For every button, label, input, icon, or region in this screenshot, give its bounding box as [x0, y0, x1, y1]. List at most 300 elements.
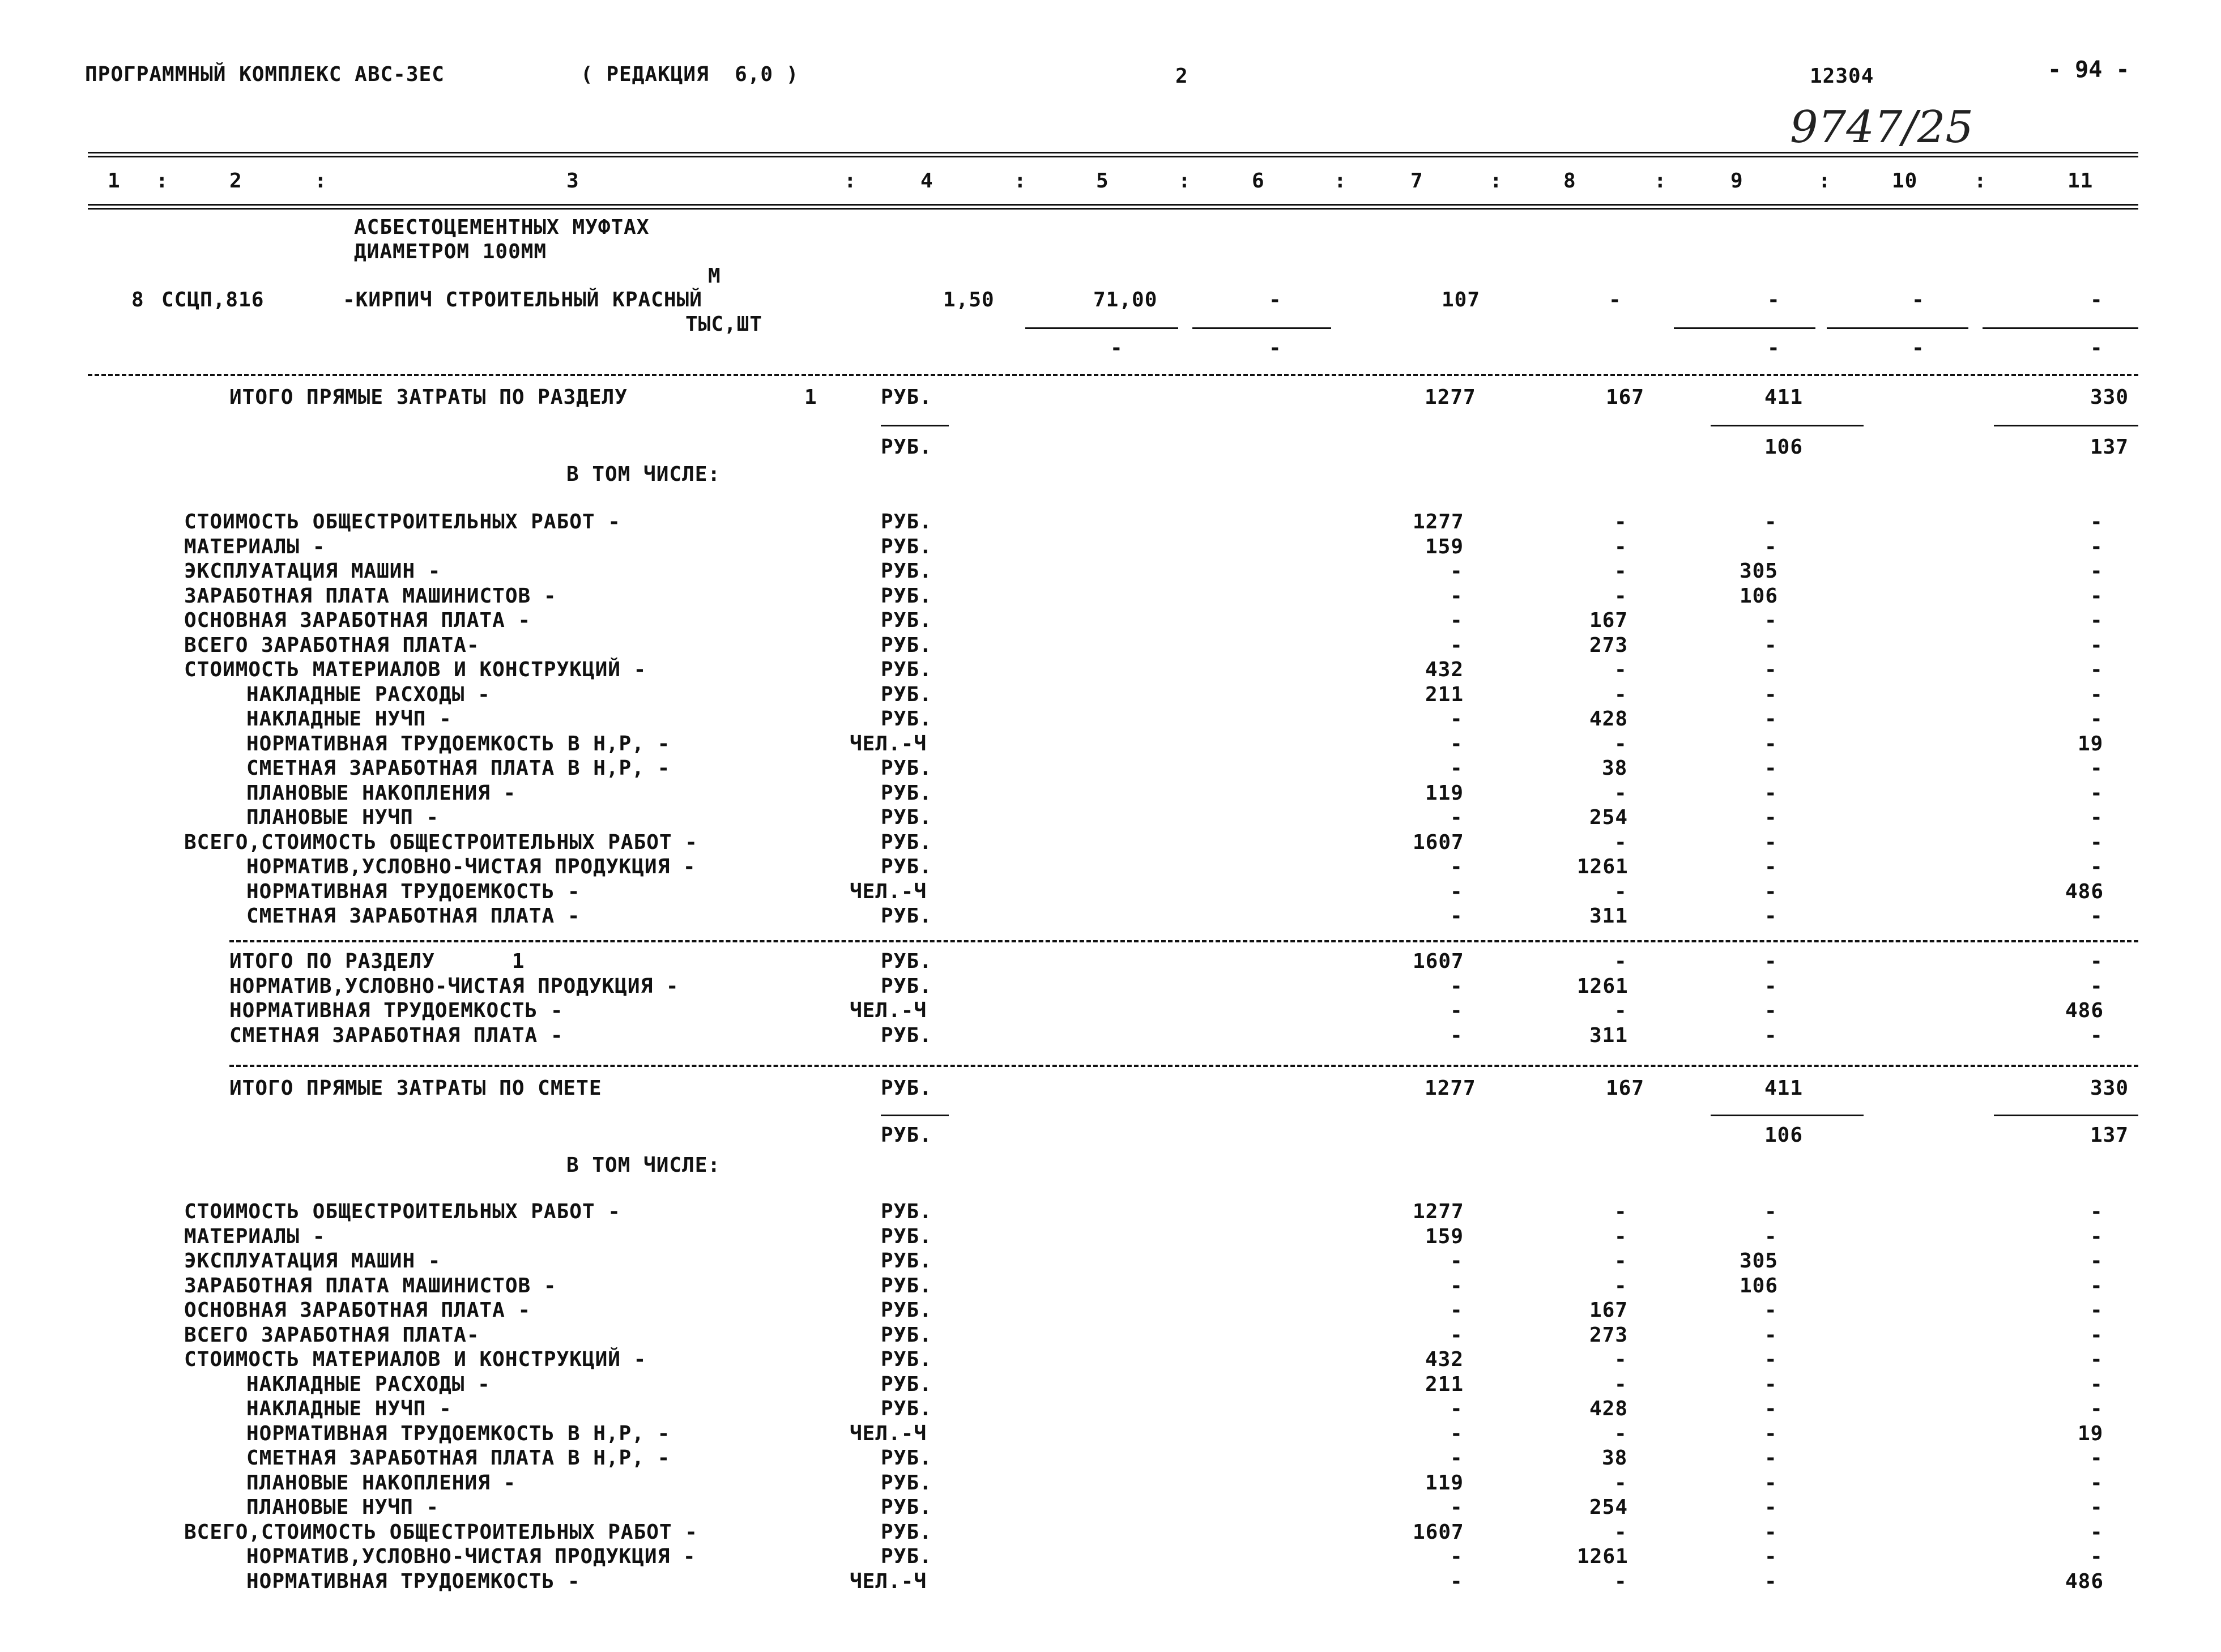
row-label: НАКЛАДНЫЕ РАСХОДЫ - — [246, 1372, 491, 1396]
row-value-7: 1607 — [1413, 1520, 1464, 1544]
row-value-8: - — [1614, 535, 1627, 558]
row-unit: РУБ. — [881, 707, 932, 731]
row-value-8: 1261 — [1577, 855, 1629, 878]
row-value-9: 305 — [1740, 1249, 1779, 1273]
row-value-9: - — [1764, 732, 1777, 755]
row-value-9: - — [1764, 1224, 1777, 1248]
row-value-9: - — [1764, 682, 1777, 706]
row-value-11: - — [2090, 1274, 2103, 1297]
item-sub-col6: - — [1269, 336, 1282, 360]
row-value-8: 38 — [1602, 757, 1628, 780]
row-value-8: - — [1614, 830, 1627, 854]
section1-number: 1 — [804, 386, 817, 409]
row-value-9: - — [1764, 855, 1777, 878]
row-value-7: - — [1450, 1023, 1463, 1047]
row-value-11: - — [2090, 1348, 2103, 1371]
row-label: НАКЛАДНЫЕ РАСХОДЫ - — [246, 682, 491, 706]
section1-including: В ТОМ ЧИСЛЕ: — [566, 463, 721, 486]
item-code: ССЦП,816 — [161, 288, 265, 311]
row-value-9: - — [1764, 633, 1777, 657]
row-value-11: 486 — [2065, 999, 2104, 1022]
row-unit: РУБ. — [881, 560, 932, 583]
item-col7: 107 — [1442, 288, 1481, 311]
row-unit: РУБ. — [881, 1224, 932, 1248]
row-value-9: - — [1764, 999, 1777, 1022]
column-header-11: 11 — [2067, 169, 2094, 193]
item-name: -КИРПИЧ СТРОИТЕЛЬНЫЙ КРАСНЫЙ — [343, 288, 702, 311]
section1-col11b: 137 — [2090, 436, 2129, 459]
row-value-8: - — [1614, 1471, 1627, 1495]
estimate-col8: 167 — [1606, 1077, 1645, 1100]
row-value-7: - — [1450, 904, 1463, 928]
row-unit: РУБ. — [881, 1520, 932, 1544]
section1-unit: РУБ. — [881, 386, 932, 409]
row-label: ВСЕГО,СТОИМОСТЬ ОБЩЕСТРОИТЕЛЬНЫХ РАБОТ - — [184, 1520, 698, 1544]
row-value-9: - — [1764, 904, 1777, 928]
underline-col9 — [1674, 327, 1815, 329]
row-label: ПЛАНОВЫЕ НАКОПЛЕНИЯ - — [246, 1471, 517, 1495]
row-value-9: - — [1764, 1520, 1777, 1544]
row-value-8: - — [1614, 1274, 1627, 1297]
row-unit: РУБ. — [881, 1372, 932, 1396]
item-sub-col9: - — [1767, 336, 1780, 360]
row-label: ВСЕГО ЗАРАБОТНАЯ ПЛАТА- — [184, 1323, 480, 1347]
row-label: СТОИМОСТЬ МАТЕРИАЛОВ И КОНСТРУКЦИЙ - — [184, 658, 647, 681]
row-value-11: - — [2090, 1023, 2103, 1047]
row-value-8: 273 — [1589, 633, 1629, 657]
row-value-7: - — [1450, 1323, 1463, 1347]
row-value-8: - — [1614, 732, 1627, 755]
page-number: - 94 - — [2048, 57, 2130, 83]
row-value-9: - — [1764, 781, 1777, 805]
row-unit: РУБ. — [881, 633, 932, 657]
row-value-11: 486 — [2065, 880, 2104, 903]
row-value-8: 273 — [1589, 1323, 1629, 1347]
underline-col11 — [1983, 327, 2138, 329]
underline-col10 — [1827, 327, 1968, 329]
row-label: НОРМАТИВНАЯ ТРУДОЕМКОСТЬ В Н,Р, - — [246, 1422, 671, 1445]
section1-col7: 1277 — [1425, 386, 1476, 409]
row-value-7: 159 — [1425, 535, 1464, 558]
row-value-11: - — [2090, 781, 2103, 805]
row-label: НОРМАТИВ,УСЛОВНО-ЧИСТАЯ ПРОДУКЦИЯ - — [229, 974, 679, 998]
row-unit: ЧЕЛ.-Ч — [850, 1569, 927, 1593]
row-label: НОРМАТИВ,УСЛОВНО-ЧИСТАЯ ПРОДУКЦИЯ - — [246, 855, 696, 878]
row-value-9: - — [1764, 1372, 1777, 1396]
row-label: НОРМАТИВНАЯ ТРУДОЕМКОСТЬ В Н,Р, - — [246, 732, 671, 755]
row-value-7: 432 — [1425, 658, 1464, 681]
item-sub-col10: - — [1912, 336, 1925, 360]
row-value-9: - — [1764, 510, 1777, 533]
row-label: НАКЛАДНЫЕ НУЧП - — [246, 707, 452, 731]
row-value-11: - — [2090, 658, 2103, 681]
column-header-10: 10 — [1892, 169, 1918, 193]
row-value-7: 119 — [1425, 1471, 1464, 1495]
section1-col9-underline — [1711, 425, 1864, 426]
row-value-9: - — [1764, 609, 1777, 632]
column-separator: : — [1654, 169, 1667, 193]
row-label: СМЕТНАЯ ЗАРАБОТНАЯ ПЛАТА В Н,Р, - — [246, 757, 671, 780]
row-value-8: - — [1614, 560, 1627, 583]
row-value-8: - — [1614, 1200, 1627, 1223]
row-value-9: - — [1764, 1397, 1777, 1420]
row-label: СМЕТНАЯ ЗАРАБОТНАЯ ПЛАТА - — [246, 904, 581, 928]
row-value-11: - — [2090, 682, 2103, 706]
column-separator: : — [1178, 169, 1191, 193]
row-value-7: 1277 — [1413, 1200, 1464, 1223]
row-value-11: - — [2090, 1372, 2103, 1396]
row-label: ЭКСПЛУАТАЦИЯ МАШИН - — [184, 560, 441, 583]
column-header-8: 8 — [1563, 169, 1576, 193]
row-value-8: - — [1614, 1348, 1627, 1371]
row-value-7: - — [1450, 732, 1463, 755]
row-value-7: - — [1450, 974, 1463, 998]
row-value-9: - — [1764, 1545, 1777, 1568]
row-unit: РУБ. — [881, 682, 932, 706]
row-value-7: 211 — [1425, 682, 1464, 706]
column-header-1: 1 — [108, 169, 121, 193]
estimate-unit2: РУБ. — [881, 1124, 932, 1147]
row-value-7: - — [1450, 584, 1463, 608]
row-value-7: - — [1450, 1299, 1463, 1322]
row-unit: РУБ. — [881, 609, 932, 632]
section1-col9: 411 — [1764, 386, 1804, 409]
row-value-8: - — [1614, 1569, 1627, 1593]
row-unit: РУБ. — [881, 658, 932, 681]
row-value-7: 119 — [1425, 781, 1464, 805]
row-value-9: - — [1764, 707, 1777, 731]
row-value-8: - — [1614, 999, 1627, 1022]
header-rule-top — [88, 152, 2138, 153]
row-value-11: - — [2090, 855, 2103, 878]
row-value-8: 1261 — [1577, 1545, 1629, 1568]
item-col11: - — [2090, 288, 2103, 311]
underline-col5 — [1025, 327, 1178, 329]
row-value-9: - — [1764, 806, 1777, 829]
row-value-8: - — [1614, 584, 1627, 608]
row-value-8: 167 — [1589, 609, 1629, 632]
row-value-9: - — [1764, 880, 1777, 903]
row-label: НОРМАТИВНАЯ ТРУДОЕМКОСТЬ - — [246, 880, 581, 903]
row-value-9: - — [1764, 1422, 1777, 1445]
column-separator: : — [1974, 169, 1987, 193]
row-value-9: - — [1764, 1471, 1777, 1495]
row-value-8: 167 — [1589, 1299, 1629, 1322]
row-unit: ЧЕЛ.-Ч — [850, 999, 927, 1022]
row-value-7: - — [1450, 560, 1463, 583]
row-value-8: 311 — [1589, 1023, 1629, 1047]
row-value-11: - — [2090, 1496, 2103, 1519]
row-value-7: - — [1450, 1545, 1463, 1568]
estimate-col11b: 137 — [2090, 1124, 2129, 1147]
row-value-11: - — [2090, 560, 2103, 583]
sheet-number: 2 — [1175, 65, 1188, 88]
section1-col8: 167 — [1606, 386, 1645, 409]
document-code: 12304 — [1810, 65, 1874, 88]
row-value-9: - — [1764, 1569, 1777, 1593]
row-label: ВСЕГО ЗАРАБОТНАЯ ПЛАТА- — [184, 633, 480, 657]
item-col9: - — [1767, 288, 1780, 311]
row-label: ПЛАНОВЫЕ НУЧП - — [246, 1496, 440, 1519]
row-value-7: 432 — [1425, 1348, 1464, 1371]
header-rule-bottom — [88, 204, 2138, 206]
row-value-8: - — [1614, 950, 1627, 973]
row-value-9: - — [1764, 974, 1777, 998]
row-value-7: - — [1450, 1569, 1463, 1593]
column-header-6: 6 — [1252, 169, 1265, 193]
row-value-7: 211 — [1425, 1372, 1464, 1396]
row-value-8: 428 — [1589, 707, 1629, 731]
section1-unit-underline — [881, 425, 949, 426]
row-value-9: - — [1764, 1496, 1777, 1519]
row-unit: РУБ. — [881, 1323, 932, 1347]
row-value-8: - — [1614, 781, 1627, 805]
row-value-7: 1277 — [1413, 510, 1464, 533]
column-header-2: 2 — [229, 169, 242, 193]
row-label: МАТЕРИАЛЫ - — [184, 1224, 326, 1248]
row-value-9: - — [1764, 658, 1777, 681]
rule-estimate — [229, 1065, 2138, 1067]
row-unit: РУБ. — [881, 1299, 932, 1322]
row-value-11: - — [2090, 584, 2103, 608]
row-value-9: - — [1764, 1323, 1777, 1347]
column-separator: : — [844, 169, 857, 193]
row-label: ЭКСПЛУАТАЦИЯ МАШИН - — [184, 1249, 441, 1273]
row-label: ИТОГО ПО РАЗДЕЛУ 1 — [229, 950, 525, 973]
row-unit: РУБ. — [881, 1545, 932, 1568]
item-row-number: 8 — [131, 288, 144, 311]
row-value-8: - — [1614, 658, 1627, 681]
header-rule-top-2 — [88, 156, 2138, 157]
column-separator: : — [1014, 169, 1027, 193]
program-title: ПРОГРАММНЫЙ КОМПЛЕКС АВС-ЗЕС — [85, 63, 445, 86]
row-unit: РУБ. — [881, 781, 932, 805]
item-unit: ТЫС,ШТ — [685, 313, 763, 336]
row-value-7: - — [1450, 609, 1463, 632]
row-value-11: - — [2090, 904, 2103, 928]
handwritten-note: 9747/25 — [1790, 102, 1974, 153]
row-value-8: - — [1614, 880, 1627, 903]
column-separator: : — [1334, 169, 1347, 193]
row-value-11: - — [2090, 1520, 2103, 1544]
row-label: НОРМАТИВ,УСЛОВНО-ЧИСТАЯ ПРОДУКЦИЯ - — [246, 1545, 696, 1568]
row-value-7: - — [1450, 806, 1463, 829]
item-unit-m: М — [708, 264, 721, 288]
row-value-8: 38 — [1602, 1446, 1628, 1470]
row-value-8: 254 — [1589, 806, 1629, 829]
row-unit: РУБ. — [881, 535, 932, 558]
row-value-8: - — [1614, 1372, 1627, 1396]
row-value-7: 1607 — [1413, 830, 1464, 854]
row-value-9: - — [1764, 1446, 1777, 1470]
row-value-11: - — [2090, 609, 2103, 632]
row-value-9: - — [1764, 757, 1777, 780]
estimate-col11-underline — [1994, 1115, 2138, 1116]
row-unit: ЧЕЛ.-Ч — [850, 880, 927, 903]
row-label: НОРМАТИВНАЯ ТРУДОЕМКОСТЬ - — [229, 999, 564, 1022]
estimate-unit-underline — [881, 1115, 949, 1116]
section1-col11: 330 — [2090, 386, 2129, 409]
edition-label: ( РЕДАКЦИЯ 6,0 ) — [581, 63, 799, 86]
row-value-11: - — [2090, 757, 2103, 780]
row-value-8: - — [1614, 1520, 1627, 1544]
row-value-11: - — [2090, 974, 2103, 998]
item-quantity: 1,50 — [943, 288, 995, 311]
row-value-9: 106 — [1740, 1274, 1779, 1297]
row-value-11: - — [2090, 1200, 2103, 1223]
row-value-7: - — [1450, 880, 1463, 903]
row-label: НОРМАТИВНАЯ ТРУДОЕМКОСТЬ - — [246, 1569, 581, 1593]
column-header-7: 7 — [1410, 169, 1423, 193]
row-value-7: - — [1450, 1397, 1463, 1420]
row-value-8: - — [1614, 1422, 1627, 1445]
row-value-11: - — [2090, 535, 2103, 558]
row-unit: ЧЕЛ.-Ч — [850, 732, 927, 755]
row-value-9: 305 — [1740, 560, 1779, 583]
item-col8: - — [1609, 288, 1622, 311]
row-unit: РУБ. — [881, 1200, 932, 1223]
column-separator: : — [1490, 169, 1503, 193]
estimate-col7: 1277 — [1425, 1077, 1476, 1100]
item-description-line2: ДИАМЕТРОМ 100ММ — [354, 240, 547, 263]
row-label: СМЕТНАЯ ЗАРАБОТНАЯ ПЛАТА - — [229, 1023, 564, 1047]
estimate-total-label: ИТОГО ПРЯМЫЕ ЗАТРАТЫ ПО СМЕТЕ — [229, 1077, 602, 1100]
row-value-8: 311 — [1589, 904, 1629, 928]
row-unit: РУБ. — [881, 510, 932, 533]
row-value-11: - — [2090, 633, 2103, 657]
item-col10: - — [1912, 288, 1925, 311]
row-value-11: - — [2090, 1545, 2103, 1568]
column-separator: : — [314, 169, 327, 193]
column-separator: : — [156, 169, 169, 193]
row-value-7: - — [1450, 1446, 1463, 1470]
row-value-7: - — [1450, 1274, 1463, 1297]
row-label: НАКЛАДНЫЕ НУЧП - — [246, 1397, 452, 1420]
row-unit: РУБ. — [881, 950, 932, 973]
row-label: СТОИМОСТЬ ОБЩЕСТРОИТЕЛЬНЫХ РАБОТ - — [184, 1200, 621, 1223]
section1-unit2: РУБ. — [881, 436, 932, 459]
row-value-11: - — [2090, 1299, 2103, 1322]
row-label: МАТЕРИАЛЫ - — [184, 535, 326, 558]
row-value-7: - — [1450, 1422, 1463, 1445]
row-unit: РУБ. — [881, 1496, 932, 1519]
row-unit: РУБ. — [881, 1397, 932, 1420]
item-sub-col11: - — [2090, 336, 2103, 360]
row-label: СТОИМОСТЬ МАТЕРИАЛОВ И КОНСТРУКЦИЙ - — [184, 1348, 647, 1371]
section1-col11-underline — [1994, 425, 2138, 426]
row-value-7: - — [1450, 707, 1463, 731]
row-unit: РУБ. — [881, 584, 932, 608]
row-value-8: - — [1614, 682, 1627, 706]
row-value-9: - — [1764, 1299, 1777, 1322]
section1-col9b: 106 — [1764, 436, 1804, 459]
estimate-col11: 330 — [2090, 1077, 2129, 1100]
row-label: ВСЕГО,СТОИМОСТЬ ОБЩЕСТРОИТЕЛЬНЫХ РАБОТ - — [184, 830, 698, 854]
column-separator: : — [1818, 169, 1831, 193]
row-value-11: - — [2090, 1471, 2103, 1495]
row-value-11: - — [2090, 1446, 2103, 1470]
row-value-7: - — [1450, 1249, 1463, 1273]
row-value-9: - — [1764, 830, 1777, 854]
row-value-9: - — [1764, 1023, 1777, 1047]
row-value-8: - — [1614, 1224, 1627, 1248]
row-value-11: - — [2090, 950, 2103, 973]
row-unit: РУБ. — [881, 1348, 932, 1371]
rule-section-total — [229, 940, 2138, 942]
column-header-5: 5 — [1096, 169, 1109, 193]
row-label: ПЛАНОВЫЕ НАКОПЛЕНИЯ - — [246, 781, 517, 805]
column-header-3: 3 — [566, 169, 579, 193]
row-value-11: - — [2090, 1323, 2103, 1347]
row-label: ЗАРАБОТНАЯ ПЛАТА МАШИНИСТОВ - — [184, 584, 557, 608]
column-header-9: 9 — [1730, 169, 1743, 193]
estimate-col9-underline — [1711, 1115, 1864, 1116]
underline-col6 — [1192, 327, 1331, 329]
header-rule-bottom-2 — [88, 208, 2138, 210]
row-value-11: - — [2090, 1224, 2103, 1248]
row-value-8: 254 — [1589, 1496, 1629, 1519]
row-unit: РУБ. — [881, 974, 932, 998]
row-value-9: 106 — [1740, 584, 1779, 608]
estimate-unit: РУБ. — [881, 1077, 932, 1100]
row-value-11: 486 — [2065, 1569, 2104, 1593]
row-value-7: - — [1450, 855, 1463, 878]
row-label: ЗАРАБОТНАЯ ПЛАТА МАШИНИСТОВ - — [184, 1274, 557, 1297]
row-unit: РУБ. — [881, 904, 932, 928]
row-value-11: - — [2090, 806, 2103, 829]
row-unit: РУБ. — [881, 830, 932, 854]
row-value-11: - — [2090, 1249, 2103, 1273]
row-value-11: - — [2090, 1397, 2103, 1420]
row-unit: РУБ. — [881, 1471, 932, 1495]
row-value-8: - — [1614, 1249, 1627, 1273]
row-value-8: 1261 — [1577, 974, 1629, 998]
row-label: ОСНОВНАЯ ЗАРАБОТНАЯ ПЛАТА - — [184, 1299, 531, 1322]
row-value-7: - — [1450, 1496, 1463, 1519]
row-unit: РУБ. — [881, 1274, 932, 1297]
row-value-7: - — [1450, 999, 1463, 1022]
estimate-col9b: 106 — [1764, 1124, 1804, 1147]
item-description-line1: АСБЕСТОЦЕМЕНТНЫХ МУФТАХ — [354, 216, 650, 239]
row-value-9: - — [1764, 1200, 1777, 1223]
row-label: СМЕТНАЯ ЗАРАБОТНАЯ ПЛАТА В Н,Р, - — [246, 1446, 671, 1470]
row-unit: ЧЕЛ.-Ч — [850, 1422, 927, 1445]
row-value-7: - — [1450, 633, 1463, 657]
rule-section1 — [88, 374, 2138, 376]
row-value-8: 428 — [1589, 1397, 1629, 1420]
row-value-9: - — [1764, 535, 1777, 558]
row-value-11: - — [2090, 707, 2103, 731]
estimate-including: В ТОМ ЧИСЛЕ: — [566, 1154, 721, 1177]
row-unit: РУБ. — [881, 806, 932, 829]
row-value-8: - — [1614, 510, 1627, 533]
row-value-9: - — [1764, 950, 1777, 973]
row-unit: РУБ. — [881, 1446, 932, 1470]
row-unit: РУБ. — [881, 757, 932, 780]
row-label: ПЛАНОВЫЕ НУЧП - — [246, 806, 440, 829]
row-value-11: - — [2090, 830, 2103, 854]
row-value-7: - — [1450, 757, 1463, 780]
item-sub-col5: - — [1110, 336, 1123, 360]
row-label: СТОИМОСТЬ ОБЩЕСТРОИТЕЛЬНЫХ РАБОТ - — [184, 510, 621, 533]
section1-total-label: ИТОГО ПРЯМЫЕ ЗАТРАТЫ ПО РАЗДЕЛУ — [229, 386, 628, 409]
row-value-11: 19 — [2078, 732, 2104, 755]
row-value-7: 159 — [1425, 1224, 1464, 1248]
item-price: 71,00 — [1093, 288, 1158, 311]
row-value-7: 1607 — [1413, 950, 1464, 973]
item-col6: - — [1269, 288, 1282, 311]
row-value-9: - — [1764, 1348, 1777, 1371]
